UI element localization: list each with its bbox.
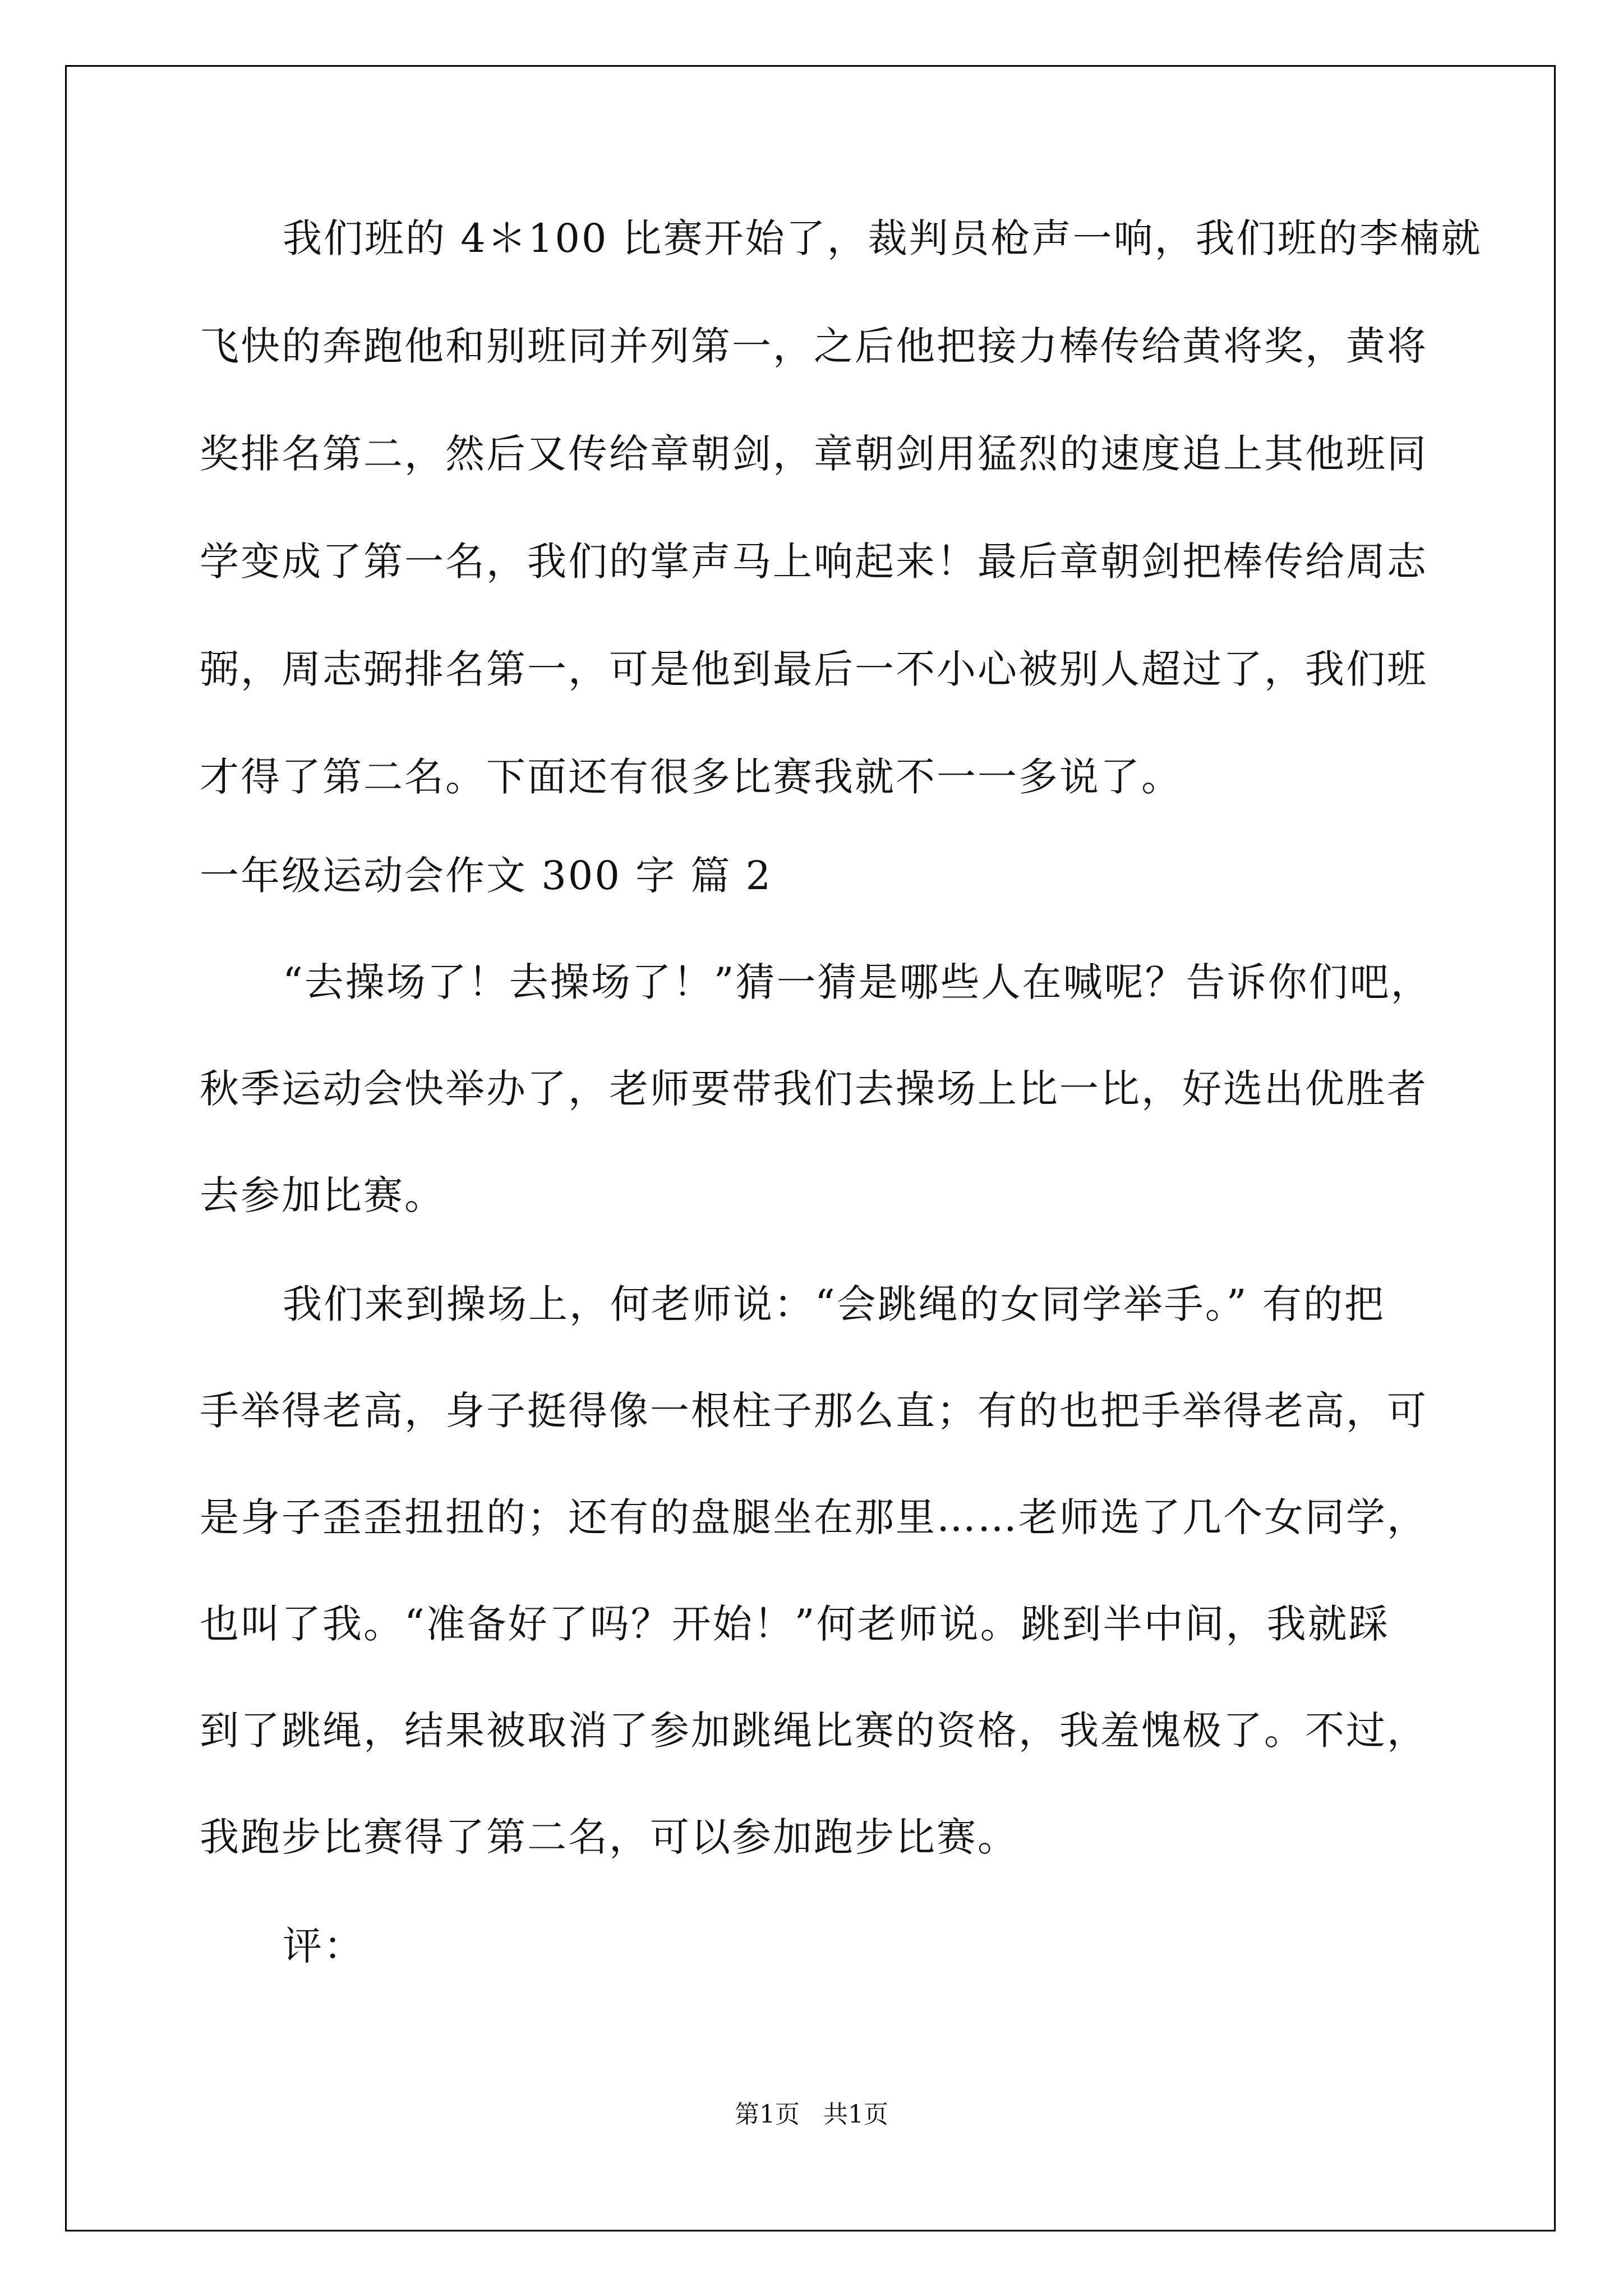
paragraph-line: 我跑步比赛得了第二名，可以参加跑步比赛。 xyxy=(200,1814,1018,1860)
paragraph-line: 我们班的 4＊100 比赛开始了，裁判员枪声一响，我们班的李楠就 xyxy=(283,215,1482,261)
paragraph-line: 手举得老高，身子挺得像一根柱子那么直；有的也把手举得老高，可 xyxy=(200,1388,1428,1434)
paragraph-line: 弼，周志弼排名第一，可是他到最后一不小心被别人超过了，我们班 xyxy=(200,646,1428,692)
paragraph-line: “去操场了！去操场了！”猜一猜是哪些人在喊呢？告诉你们吧， xyxy=(283,959,1432,1005)
paragraph-line: 是身子歪歪扭扭的；还有的盘腿坐在那里……老师选了几个女同学， xyxy=(200,1494,1428,1540)
comment-label: 评： xyxy=(283,1923,365,1969)
paragraph-line: 飞快的奔跑他和别班同并列第一，之后他把接力棒传给黄将奖，黄将 xyxy=(200,323,1428,369)
page-border xyxy=(65,65,1556,2231)
paragraph-line: 我们来到操场上，何老师说：“会跳绳的女同学举手。” 有的把 xyxy=(283,1281,1385,1327)
paragraph-line: 秋季运动会快举办了，老师要带我们去操场上比一比，好选出优胜者 xyxy=(200,1066,1428,1112)
paragraph-line: 也叫了我。“准备好了吗？开始！”何老师说。跳到半中间，我就踩 xyxy=(200,1601,1390,1647)
paragraph-line: 去参加比赛。 xyxy=(200,1172,445,1218)
paragraph-line: 才得了第二名。下面还有很多比赛我就不一一多说了。 xyxy=(200,754,1182,800)
page-footer: 第1页 共1页 xyxy=(735,2100,888,2129)
section-heading: 一年级运动会作文 300 字 篇 2 xyxy=(200,853,773,899)
paragraph-line: 到了跳绳，结果被取消了参加跳绳比赛的资格，我羞愧极了。不过， xyxy=(200,1708,1428,1754)
paragraph-line: 学变成了第一名，我们的掌声马上响起来！最后章朝剑把棒传给周志 xyxy=(200,539,1428,585)
paragraph-line: 奖排名第二，然后又传给章朝剑，章朝剑用猛烈的速度追上其他班同 xyxy=(200,431,1428,477)
